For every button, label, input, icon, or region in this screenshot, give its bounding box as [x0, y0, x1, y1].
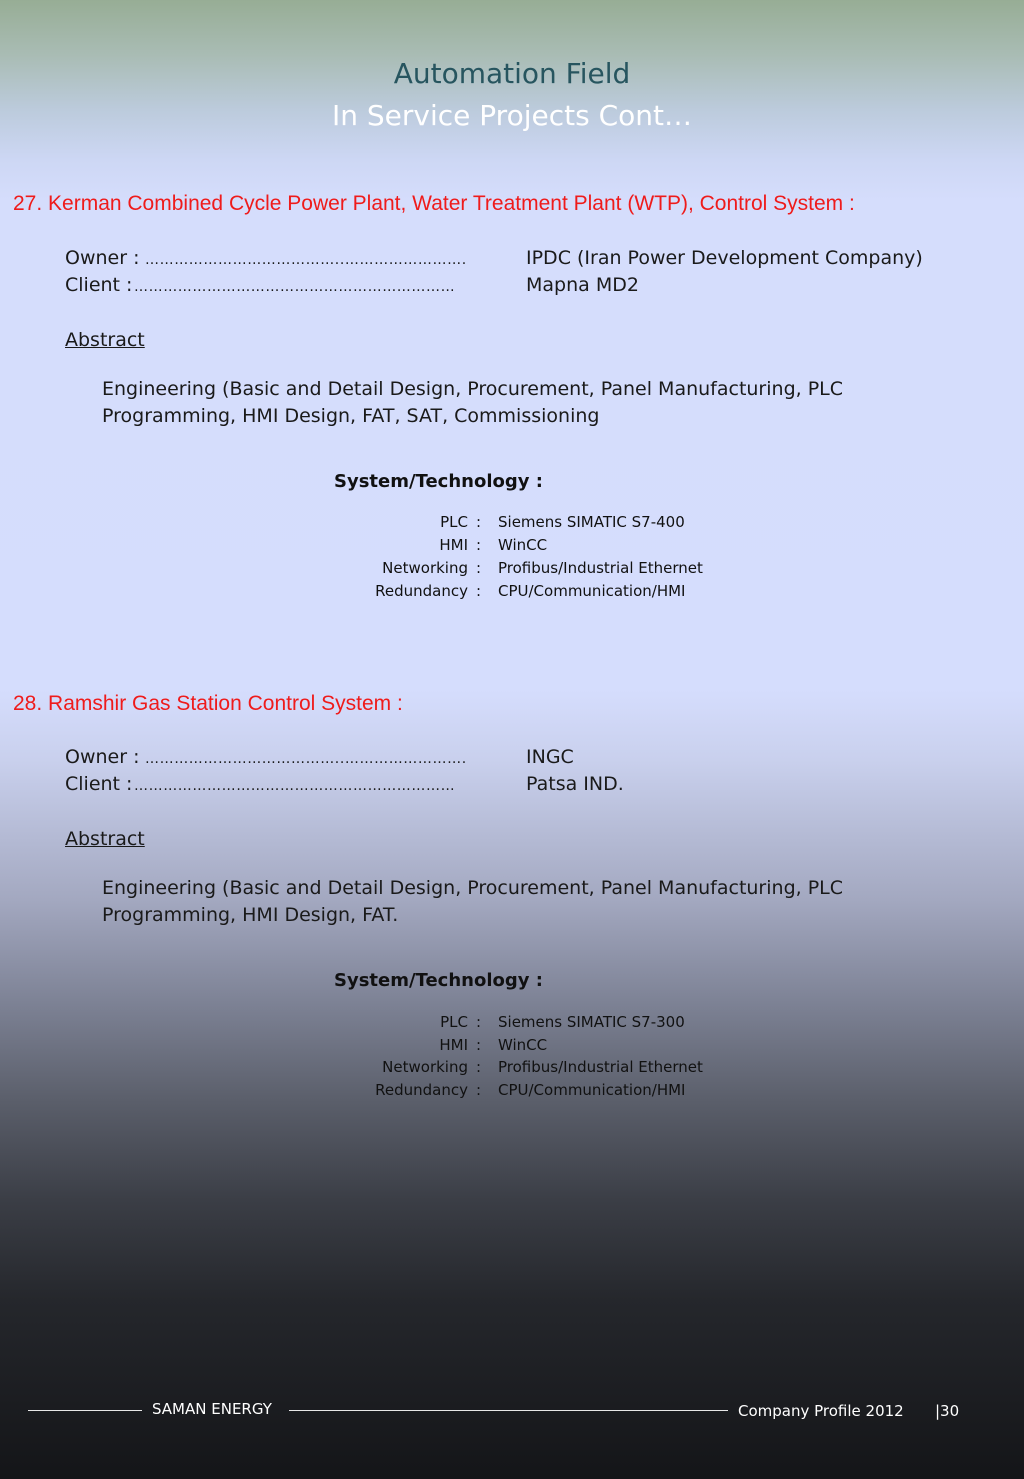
spec-label-redundancy: Redundancy — [375, 1081, 468, 1099]
spec-colon: : — [476, 1013, 482, 1031]
spec-colon: : — [476, 559, 482, 577]
spec-label-hmi: HMI — [439, 1036, 468, 1054]
client-dots: ………………………………………………………… — [134, 279, 456, 295]
spec-label-redundancy: Redundancy — [375, 582, 468, 600]
spec-label-plc: PLC — [440, 1013, 468, 1031]
spec-label-hmi: HMI — [439, 536, 468, 554]
system-technology-label: System/Technology : — [334, 471, 543, 492]
owner-value: INGC — [526, 746, 574, 768]
abstract-label: Abstract — [65, 329, 145, 351]
project-heading: 27. Kerman Combined Cycle Power Plant, Water Treatment Plant (WTP), Control System : — [13, 192, 855, 215]
spec-value-hmi: WinCC — [498, 1036, 548, 1054]
owner-label: Owner : — [65, 247, 140, 269]
client-dots: ………………………………………………………… — [134, 778, 456, 794]
spec-value-networking: Profibus/Industrial Ethernet — [498, 559, 703, 577]
spec-colon: : — [476, 1058, 482, 1076]
footer-rule-left — [28, 1410, 142, 1411]
spec-value-plc: Siemens SIMATIC S7-300 — [498, 1013, 685, 1031]
client-value: Mapna MD2 — [526, 274, 639, 296]
spec-colon: : — [476, 513, 482, 531]
owner-dots: …………………………………..……………………. — [145, 751, 467, 767]
abstract-text: Engineering (Basic and Detail Design, Procurement, Panel Manufacturing, PLC Programming, HMI Design, FAT, SAT, Commissioning — [102, 378, 844, 427]
spec-colon: : — [476, 582, 482, 600]
page-title: Automation Field — [393, 57, 631, 90]
system-technology-label: System/Technology : — [334, 970, 543, 991]
client-value: Patsa IND. — [526, 773, 624, 795]
spec-value-hmi: WinCC — [498, 536, 548, 554]
spec-colon: : — [476, 536, 482, 554]
abstract-text: Engineering (Basic and Detail Design, Procurement, Panel Manufacturing, PLC Programming, HMI Design, FAT. — [102, 877, 844, 926]
client-label: Client : — [65, 773, 133, 795]
spec-value-plc: Siemens SIMATIC S7-400 — [498, 513, 685, 531]
spec-label-networking: Networking — [382, 559, 468, 577]
client-label: Client : — [65, 274, 133, 296]
spec-colon: : — [476, 1036, 482, 1054]
spec-label-networking: Networking — [382, 1058, 468, 1076]
footer-profile: Company Profile 2012 — [738, 1402, 904, 1420]
spec-value-networking: Profibus/Industrial Ethernet — [498, 1058, 703, 1076]
owner-dots: …………………………………..……………………. — [145, 252, 467, 268]
footer-rule-middle — [289, 1410, 728, 1411]
spec-colon: : — [476, 1081, 482, 1099]
owner-label: Owner : — [65, 746, 140, 768]
spec-value-redundancy: CPU/Communication/HMI — [498, 582, 686, 600]
spec-label-plc: PLC — [440, 513, 468, 531]
footer-company: SAMAN ENERGY — [152, 1400, 272, 1418]
abstract-label: Abstract — [65, 828, 145, 850]
spec-value-redundancy: CPU/Communication/HMI — [498, 1081, 686, 1099]
footer-page-number: |30 — [935, 1402, 960, 1420]
project-heading: 28. Ramshir Gas Station Control System : — [13, 692, 403, 715]
owner-value: IPDC (Iran Power Development Company) — [526, 247, 923, 269]
page-subtitle: In Service Projects Cont… — [332, 99, 692, 132]
